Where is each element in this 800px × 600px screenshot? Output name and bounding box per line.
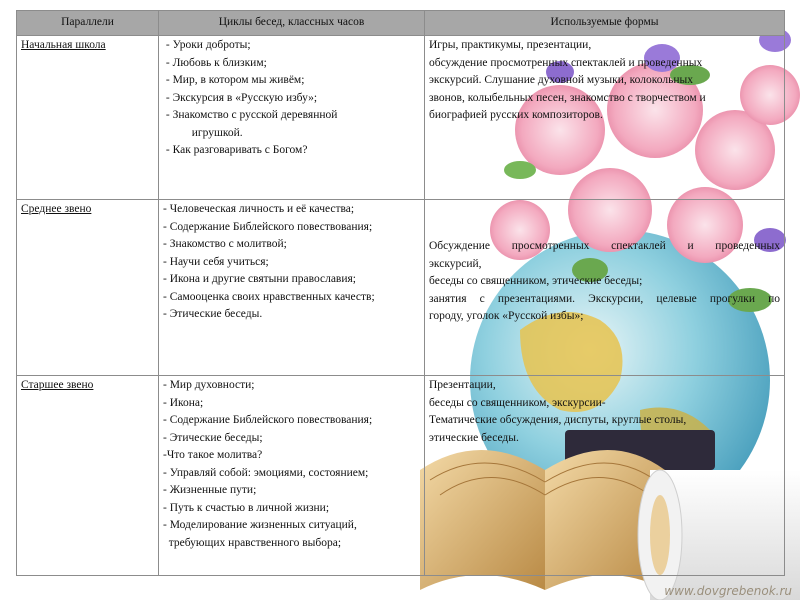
topic-item: - Мир духовности; [163,379,255,391]
forms-cell [425,376,785,576]
level-label: Старшее звено [21,379,94,391]
topic-item: - Икона и другие святыни православия; [163,273,356,285]
topics-list [163,37,420,160]
table-row-primary [17,36,785,200]
topic-item: - Знакомство с молитвой; [163,238,287,250]
forms-line: Обсуждение просмотренных спектаклей и проведенных [429,240,780,252]
header-forms: Используемые формы [425,11,785,36]
topic-item: - Научи себя учиться; [163,255,269,268]
level-cell [17,376,159,576]
forms-line: экскурсий. Слушание духовной музыки, колокольных [429,74,693,86]
watermark: www.dovgrebenok.ru [664,584,792,598]
topics-cell [159,36,425,200]
topic-item: - Моделирование жизненных ситуаций, [163,519,357,531]
forms-line: звонов, колыбельных песен, знакомство с творчеством и [429,91,706,104]
level-label: Среднее звено [21,203,92,215]
header-levels: Параллели [17,11,159,36]
forms-line: беседы со священником, этические беседы; [429,275,643,287]
topics-cell [159,200,425,376]
level-label: Начальная школа [21,39,106,51]
forms-line: занятия с презентациями. Экскурсии, целевые прогулки по [429,292,780,305]
forms-cell [425,36,785,200]
topic-item: - Этические беседы; [163,431,263,444]
topic-item: требующих нравственного выбора; [163,536,342,549]
topic-item: - Содержание Библейского повествования; [163,220,373,233]
level-cell [17,200,159,376]
topics-list [163,201,420,324]
topics-cell [159,376,425,576]
forms-cell [425,200,785,376]
table-row-middle [17,200,785,376]
forms-line: городу, уголок «Русской избы»; [429,310,584,322]
topic-item: - Любовь к близким; [163,56,267,69]
forms-line: беседы со священником, экскурсии- [429,396,606,409]
forms-line: обсуждение просмотренных спектаклей и проведенных [429,56,703,69]
forms-line: этические беседы. [429,431,519,444]
forms-text [429,377,780,447]
topic-item: - Самооценка своих нравственных качеств; [163,290,375,303]
topic-item: - Этические беседы. [163,308,263,320]
forms-text [429,37,780,125]
topic-item: - Управляй собой: эмоциями, состоянием; [163,466,369,479]
topic-item: игрушкой. [163,126,243,139]
topic-item: - Содержание Библейского повествования; [163,414,373,426]
topic-item: - Путь к счастью в личной жизни; [163,501,330,514]
forms-text [429,238,780,326]
topic-item: - Знакомство с русской деревянной [163,109,338,121]
forms-line: Игры, практикумы, презентации, [429,39,592,51]
topic-item: - Жизненные пути; [163,484,257,496]
topic-item: -Что такое молитва? [163,449,263,461]
forms-line: биографией русских композиторов. [429,109,603,121]
topic-item: - Икона; [163,396,204,409]
topic-item: - Экскурсия в «Русскую избу»; [163,91,318,104]
topic-item: - Человеческая личность и её качества; [163,203,355,215]
level-cell [17,36,159,200]
topic-item: - Уроки доброты; [163,39,251,51]
header-topics: Циклы бесед, классных часов [159,11,425,36]
forms-line: экскурсий, [429,257,482,270]
curriculum-table [16,10,785,576]
forms-line: Презентации, [429,379,496,391]
table-header-row [17,11,785,36]
topics-list [163,377,420,552]
topic-item: - Как разговаривать с Богом? [163,144,308,156]
forms-line: Тематические обсуждения, диспуты, круглые столы, [429,414,687,426]
topic-item: - Мир, в котором мы живём; [163,74,305,86]
table-row-senior [17,376,785,576]
